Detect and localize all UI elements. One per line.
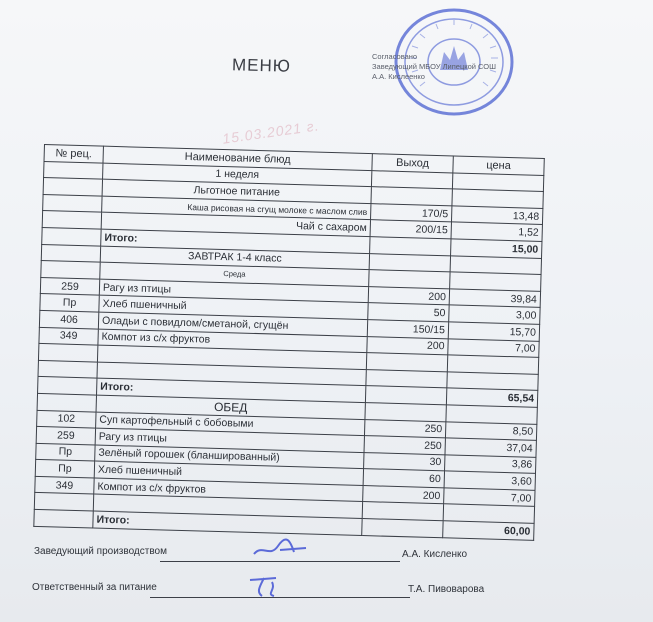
dish-name: Зелёный горошек (бланшированный) — [95, 445, 364, 469]
portion-output: 150/15 — [367, 320, 448, 339]
recipe-number: 349 — [39, 327, 98, 345]
recipe-number: 102 — [37, 410, 96, 428]
total-price: 15,00 — [451, 239, 542, 258]
approval-block — [372, 52, 572, 82]
recipe-number: 406 — [39, 310, 98, 328]
portion-output: 250 — [364, 419, 445, 438]
header-portion: Выход — [372, 154, 453, 173]
total-price: 60,00 — [443, 521, 534, 540]
empty-cell — [362, 519, 443, 538]
header-price: цена — [453, 156, 544, 175]
empty-cell — [44, 161, 103, 179]
portion-output: 170/5 — [371, 203, 452, 222]
recipe-number: 259 — [36, 426, 95, 444]
handwritten-signature — [246, 572, 300, 600]
date-stamp: 15.03.2021 г. — [221, 117, 321, 147]
empty-cell — [41, 244, 100, 262]
total-label: Итого: — [97, 378, 366, 402]
dish-name: Рагу из птицы — [95, 428, 364, 452]
recipe-number: Пр — [35, 460, 94, 478]
portion-output: 200 — [367, 336, 448, 355]
empty-cell — [38, 344, 97, 362]
price: 1,52 — [451, 222, 542, 241]
price: 39,84 — [449, 289, 540, 308]
price: 13,48 — [451, 206, 542, 225]
empty-cell — [37, 393, 96, 411]
empty-cell — [34, 493, 93, 511]
signature-role: Заведующий производством — [34, 546, 167, 557]
document-title: МЕНЮ — [231, 55, 292, 76]
price: 15,70 — [448, 322, 539, 341]
price: 3,60 — [444, 471, 535, 490]
dish-name: Оладьи с повидлом/сметаной, сгущён — [98, 312, 367, 336]
portion-output: 30 — [364, 452, 445, 471]
section-title: Среда — [100, 262, 369, 286]
dish-name: Хлеб пшеничный — [94, 461, 363, 485]
portion-output: 50 — [368, 303, 449, 322]
total-label: Итого: — [93, 511, 362, 535]
price: 3,00 — [449, 305, 540, 324]
section-title: ЗАВТРАК 1-4 класс — [100, 246, 369, 270]
header-recipe-number: № рец. — [44, 145, 103, 163]
price: 3,86 — [445, 455, 536, 474]
approval-line: А.А. Кислеенко — [372, 72, 425, 81]
approval-line: Согласовано — [372, 52, 418, 61]
section-title: ОБЕД — [96, 395, 365, 419]
recipe-number: Пр — [40, 294, 99, 312]
dish-name: Компот из с/х фруктов — [94, 478, 363, 502]
empty-cell — [38, 377, 97, 395]
portion-output: 200/15 — [370, 220, 451, 239]
recipe-number — [43, 194, 102, 212]
recipe-number: 259 — [40, 277, 99, 295]
header-dish-name: Наименование блюд — [103, 146, 372, 170]
empty-cell — [43, 178, 102, 196]
total-price: 65,54 — [446, 388, 537, 407]
total-label: Итого: — [101, 229, 370, 253]
section-title: Льготное питание — [102, 179, 371, 203]
empty-cell — [42, 227, 101, 245]
price: 37,04 — [445, 438, 536, 457]
signature-name: А.А. Кисленко — [402, 549, 468, 560]
dish-name: Суп картофельный с бобовыми — [96, 412, 365, 436]
dish-name: Компот из с/х фруктов — [98, 329, 367, 353]
recipe-number — [42, 211, 101, 229]
portion-output: 200 — [368, 286, 449, 305]
portion-output: 60 — [363, 469, 444, 488]
signature-name: Т.А. Пивоварова — [408, 584, 485, 595]
portion-output: 200 — [363, 485, 444, 504]
empty-cell — [41, 261, 100, 279]
handwritten-signature — [250, 536, 310, 562]
empty-cell — [38, 360, 97, 378]
dish-name: Каша рисовая на сгущ молоке с маслом слив — [102, 196, 371, 220]
portion-output: 250 — [364, 436, 445, 455]
signature-role: Ответственный за питание — [32, 582, 157, 593]
price: 7,00 — [448, 338, 539, 357]
section-title: 1 неделя — [103, 163, 372, 187]
dish-name: Чай с сахаром — [101, 213, 370, 237]
recipe-number: 349 — [35, 476, 94, 494]
dish-name: Рагу из птицы — [99, 279, 368, 303]
dish-name: Хлеб пшеничный — [99, 295, 368, 319]
menu-table — [33, 144, 544, 540]
recipe-number: Пр — [36, 443, 95, 461]
price: 8,50 — [445, 421, 536, 440]
empty-cell — [34, 509, 93, 527]
approval-line: Заведующий МБОУ Липецкой СОШ — [372, 62, 497, 71]
price: 7,00 — [444, 488, 535, 507]
